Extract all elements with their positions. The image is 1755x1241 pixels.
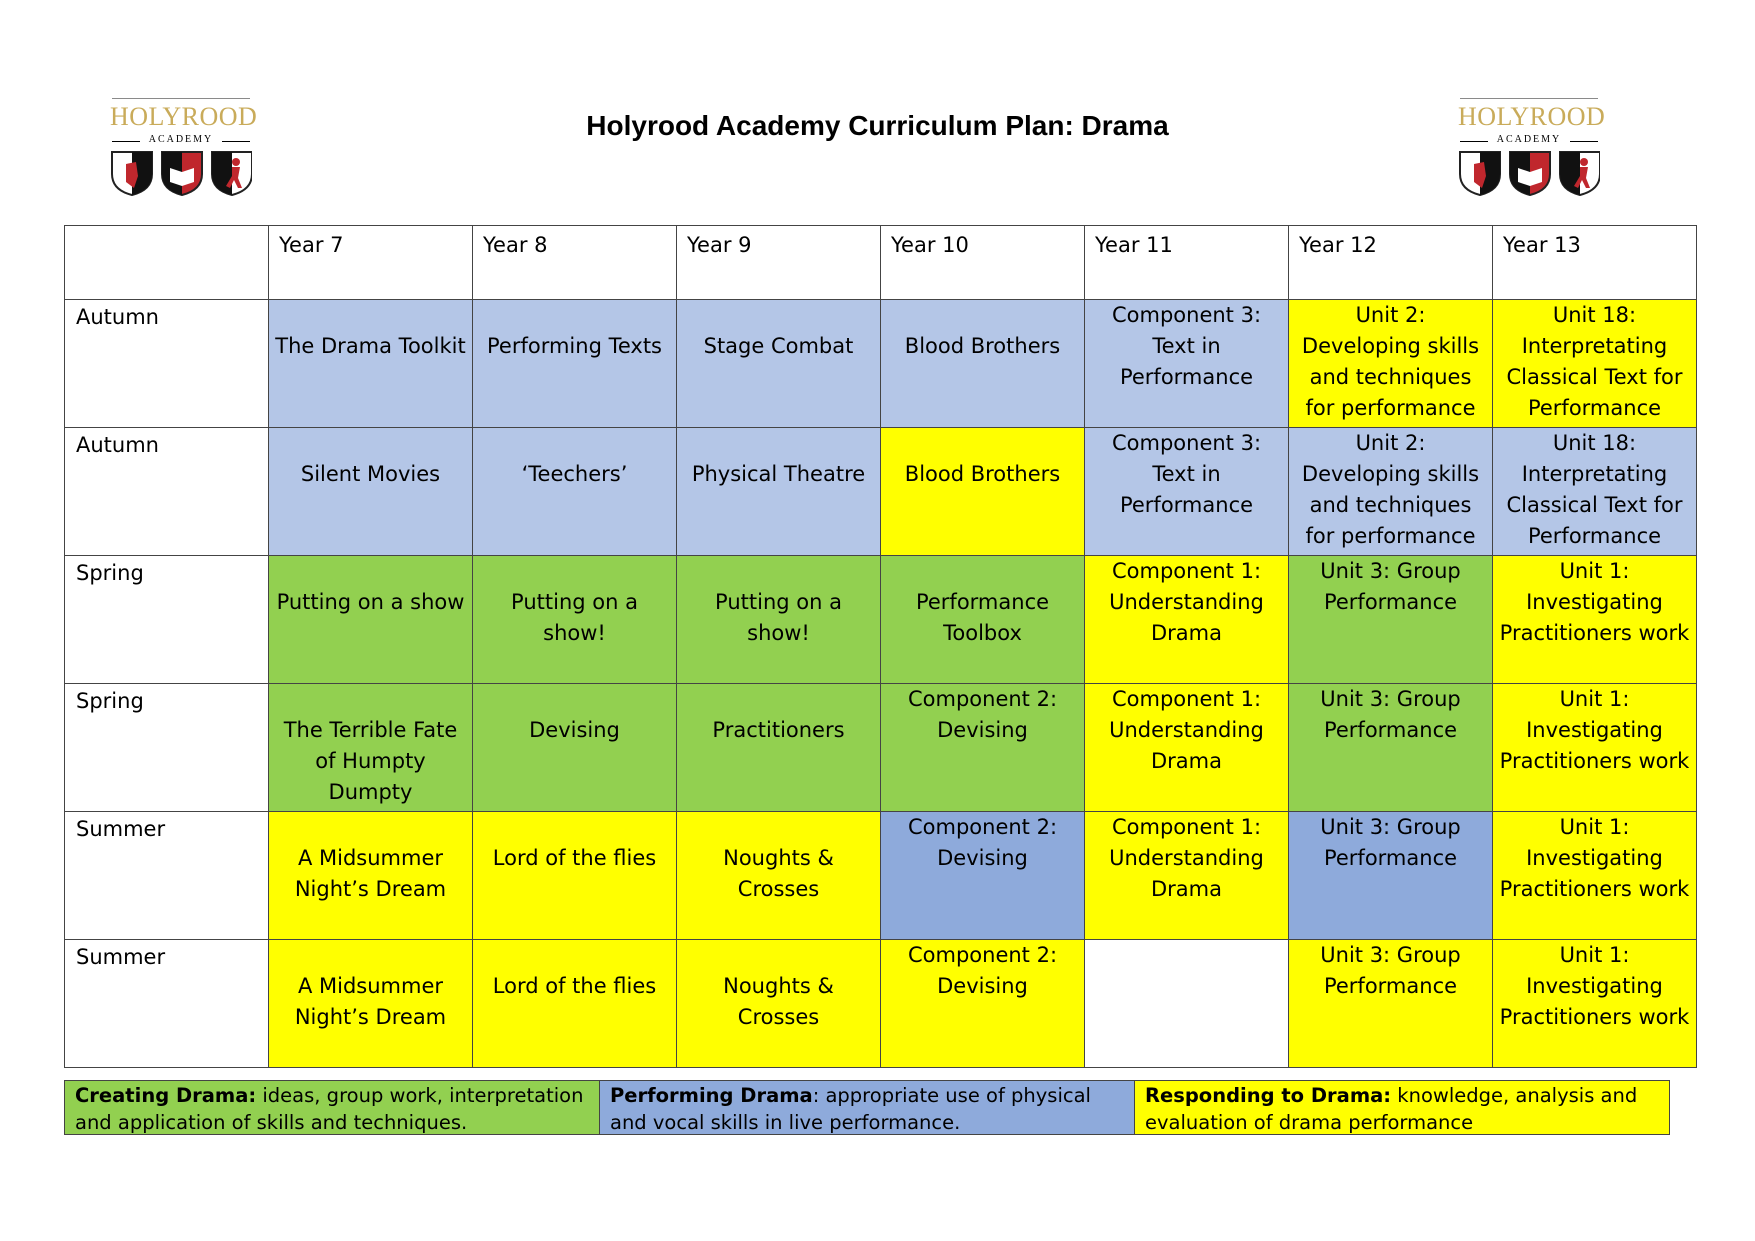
column-header-year-12: Year 12 [1289, 226, 1493, 300]
table-cell [473, 428, 677, 556]
cell-text: Silent Movies [300, 462, 441, 486]
cell-text: Unit 3: Group Performance [1320, 687, 1461, 742]
cell-text: Lord of the flies [492, 974, 657, 998]
cell-text: Noughts & Crosses [723, 846, 834, 901]
cell-text: ‘Teechers’ [521, 462, 628, 486]
table-cell [473, 684, 677, 812]
cell-text: Unit 3: Group Performance [1320, 943, 1461, 998]
cell-text: Putting on a show! [715, 590, 842, 645]
key-description: ideas, group work, interpretation and application of skills and techniques. [75, 1084, 584, 1134]
cell-text: Unit 18: Interpretating Classical Text for Performance [1506, 431, 1683, 548]
logo-rule [1460, 98, 1598, 99]
table-cell [473, 812, 677, 940]
cell-text: Physical Theatre [691, 462, 866, 486]
table-cell [677, 556, 881, 684]
cell-text: Blood Brothers [904, 462, 1061, 486]
cell-text: Unit 2: Developing skills and techniques for performance [1301, 303, 1480, 420]
cell-text: Component 3: Text in Performance [1111, 303, 1262, 389]
key-label: Responding to Drama: [1145, 1084, 1392, 1107]
column-header-year-13: Year 13 [1493, 226, 1697, 300]
colour-key [64, 1080, 1670, 1135]
key-label: Performing Drama [610, 1084, 813, 1107]
table-cell [677, 812, 881, 940]
key-description: : appropriate use of physical and vocal skills in live performance. [610, 1084, 1091, 1134]
cell-text: The Drama Toolkit [275, 334, 466, 358]
cell-text: Component 2: Devising [907, 687, 1058, 742]
shield-book-icon [162, 152, 202, 195]
cell-text: Component 1: Understanding Drama [1109, 815, 1264, 901]
logo-subtitle: ACADEMY [148, 134, 214, 145]
column-header-year-10: Year 10 [881, 226, 1085, 300]
logo-name: HOLYROOD [1458, 102, 1606, 131]
table-cell [269, 300, 473, 428]
cell-text: Unit 2: Developing skills and techniques for performance [1301, 431, 1480, 548]
table-cell [1085, 684, 1289, 812]
shield-book-icon [1510, 152, 1550, 195]
table-cell [881, 812, 1085, 940]
cell-text: A Midsummer Night’s Dream [294, 846, 447, 901]
cell-text: Unit 1: Investigating Practitioners work [1499, 815, 1690, 901]
term-label: Autumn [65, 300, 269, 428]
cell-text: A Midsummer Night’s Dream [294, 974, 447, 1029]
table-cell [1085, 940, 1289, 1068]
cell-text: Component 1: Understanding Drama [1109, 687, 1264, 773]
table-cell [1493, 940, 1697, 1068]
shield-hand-icon [1460, 152, 1500, 195]
table-row [65, 556, 1697, 684]
term-label: Spring [65, 556, 269, 684]
table-cell [1289, 300, 1493, 428]
key-responding-to-drama [1135, 1081, 1669, 1134]
table-row [65, 684, 1697, 812]
term-label: Autumn [65, 428, 269, 556]
logo-subtitle: ACADEMY [1496, 134, 1562, 145]
cell-text: Component 3: Text in Performance [1111, 431, 1262, 517]
table-cell [269, 812, 473, 940]
table-cell [1493, 428, 1697, 556]
table-row [65, 812, 1697, 940]
table-cell [473, 300, 677, 428]
table-cell [269, 428, 473, 556]
table-cell [269, 684, 473, 812]
column-header-year-8: Year 8 [473, 226, 677, 300]
cell-text: Stage Combat [703, 334, 854, 358]
table-cell [473, 556, 677, 684]
table-cell [881, 940, 1085, 1068]
table-cell [677, 684, 881, 812]
cell-text: Performing Texts [487, 334, 662, 358]
shield-figure-icon [212, 152, 252, 195]
cell-text: Lord of the flies [492, 846, 657, 870]
cell-text: Putting on a show [276, 590, 465, 614]
table-row [65, 300, 1697, 428]
table-cell [269, 940, 473, 1068]
table-cell [1085, 300, 1289, 428]
column-header-year-11: Year 11 [1085, 226, 1289, 300]
table-cell [1085, 556, 1289, 684]
table-cell [1493, 812, 1697, 940]
table-cell [1085, 812, 1289, 940]
table-cell [881, 684, 1085, 812]
page-title: Holyrood Academy Curriculum Plan: Drama [586, 110, 1169, 141]
cell-text: Unit 18: Interpretating Classical Text for Performance [1506, 303, 1683, 420]
cell-text: Unit 1: Investigating Practitioners work [1499, 687, 1690, 773]
table-cell [881, 556, 1085, 684]
term-label: Summer [65, 812, 269, 940]
table-cell [1493, 300, 1697, 428]
table-cell [677, 940, 881, 1068]
table-cell [1493, 684, 1697, 812]
key-creating-drama [65, 1081, 600, 1134]
shields-icon [1458, 150, 1600, 196]
table-cell [1289, 940, 1493, 1068]
cell-text: Component 2: Devising [907, 815, 1058, 870]
table-cell [881, 300, 1085, 428]
cell-text: Putting on a show! [511, 590, 638, 645]
cell-text: Component 1: Understanding Drama [1109, 559, 1264, 645]
cell-text: Unit 1: Investigating Practitioners work [1499, 943, 1690, 1029]
table-cell [269, 556, 473, 684]
curriculum-table [64, 225, 1697, 1068]
cell-text: Practitioners [712, 718, 845, 742]
key-description: knowledge, analysis and evaluation of drama performance [1145, 1084, 1638, 1134]
cell-text: Performance Toolbox [915, 590, 1050, 645]
shields-icon [110, 150, 252, 196]
logo-rule [112, 98, 250, 99]
cell-text: The Terrible Fate of Humpty Dumpty [283, 718, 458, 804]
table-cell [473, 940, 677, 1068]
column-header-year-9: Year 9 [677, 226, 881, 300]
shield-hand-icon [112, 152, 152, 195]
table-cell [881, 428, 1085, 556]
cell-text: Devising [529, 718, 620, 742]
cell-text: Component 2: Devising [907, 943, 1058, 998]
column-header-blank [65, 226, 269, 300]
table-row [65, 940, 1697, 1068]
table-cell [1289, 428, 1493, 556]
table-cell [677, 300, 881, 428]
key-performing-drama [600, 1081, 1135, 1134]
cell-text: Blood Brothers [904, 334, 1061, 358]
table-row [65, 428, 1697, 556]
cell-text: Unit 3: Group Performance [1320, 815, 1461, 870]
cell-text: Unit 1: Investigating Practitioners work [1499, 559, 1690, 645]
curriculum-table-body [65, 226, 1697, 1068]
table-cell [1289, 556, 1493, 684]
table-cell [1289, 684, 1493, 812]
key-label: Creating Drama: [75, 1084, 257, 1107]
term-label: Spring [65, 684, 269, 812]
table-cell [1493, 556, 1697, 684]
shield-figure-icon [1560, 152, 1600, 195]
table-cell [1085, 428, 1289, 556]
column-header-year-7: Year 7 [269, 226, 473, 300]
cell-text: Unit 3: Group Performance [1320, 559, 1461, 614]
cell-text: Noughts & Crosses [723, 974, 834, 1029]
table-cell [1289, 812, 1493, 940]
table-header-row [65, 226, 1697, 300]
table-cell [677, 428, 881, 556]
term-label: Summer [65, 940, 269, 1068]
logo-name: HOLYROOD [110, 102, 258, 131]
